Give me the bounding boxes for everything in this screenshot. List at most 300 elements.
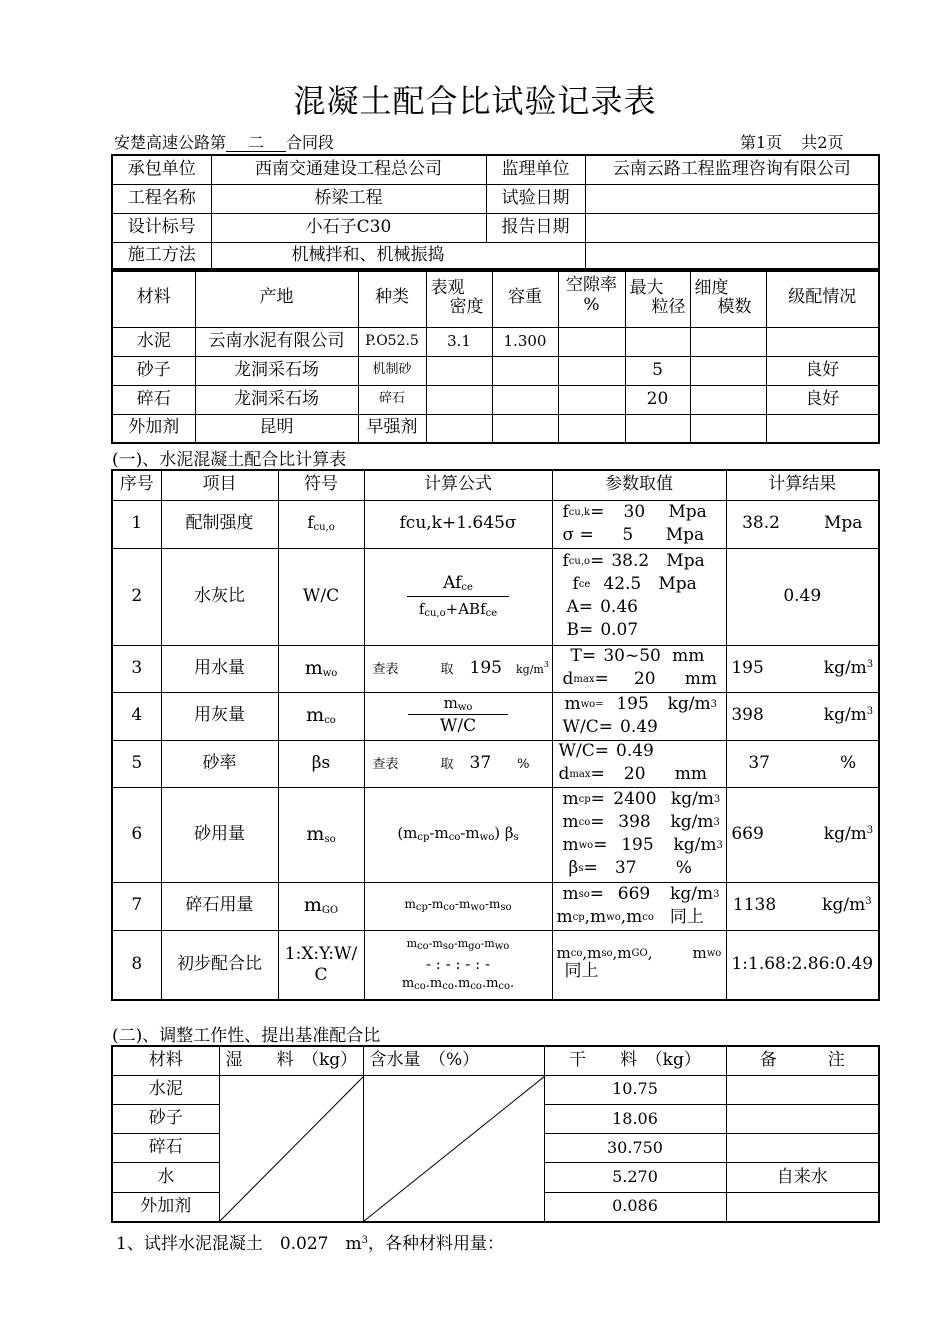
p: f	[572, 574, 579, 595]
cell	[492, 414, 558, 443]
sym-sub: wo	[322, 667, 338, 679]
cell: 1:1.68:2.86:0.49	[726, 930, 879, 1000]
result: 195	[731, 657, 764, 678]
fraction	[407, 574, 509, 619]
p: 42.5	[603, 574, 642, 595]
p: 0.49	[620, 716, 658, 737]
cell	[558, 356, 625, 385]
sym: 1:X:Y:W/C	[284, 944, 358, 985]
p: =	[583, 858, 598, 879]
p: ,m	[582, 944, 602, 963]
cell	[552, 645, 726, 692]
cell	[558, 414, 625, 443]
p: 3	[713, 888, 720, 900]
cell	[726, 1104, 879, 1133]
calc-table	[111, 469, 880, 1001]
cell: 碎石用量	[161, 882, 278, 930]
p: =	[590, 812, 605, 833]
p: 30~50	[603, 646, 661, 667]
cell	[426, 414, 492, 443]
table-row	[112, 930, 879, 1000]
sym: m	[306, 704, 325, 727]
cell: 砂子	[112, 1104, 219, 1133]
p: wo	[578, 840, 594, 852]
f: co	[448, 832, 461, 844]
contractor-value: 西南交通建设工程总公司	[211, 155, 486, 184]
cell: 1	[112, 500, 161, 548]
section1-title: (一)、水泥混凝土配合比计算表	[112, 450, 347, 470]
num: m	[443, 693, 458, 712]
p: f	[562, 551, 569, 572]
p: co	[578, 817, 591, 829]
cell	[726, 882, 879, 930]
cell: 6	[112, 787, 161, 882]
cell: 3.1	[426, 327, 492, 356]
f: kg/m	[515, 662, 544, 676]
p: W/C=	[562, 716, 613, 737]
sym-sub: GO	[321, 905, 339, 917]
p: cp	[578, 794, 591, 806]
result-unit: 3	[865, 896, 872, 908]
p: Mpa	[666, 551, 705, 572]
p: kg/m	[667, 693, 711, 714]
result: 37	[748, 752, 770, 773]
calc-header-result: 计算结果	[726, 470, 879, 500]
cell	[364, 548, 552, 645]
mat-header-unit-weight: 容重	[492, 269, 558, 327]
mat-header-density	[426, 269, 492, 327]
cell: 初步配合比	[161, 930, 278, 1000]
diagonal-line	[220, 1076, 364, 1221]
cell: 外加剂	[112, 414, 195, 443]
contractor-label: 承包单位	[112, 155, 211, 184]
section-number: 二	[226, 135, 286, 152]
p: ce	[578, 579, 591, 591]
p: 20	[623, 764, 646, 785]
p: m	[564, 693, 581, 714]
diagonal-line	[364, 1076, 545, 1221]
adjust-table	[111, 1045, 880, 1223]
p: 3	[713, 817, 720, 829]
p: 20	[633, 669, 656, 690]
method-empty	[585, 242, 879, 271]
result: 1138	[732, 895, 777, 916]
cell	[552, 882, 726, 930]
cell	[690, 385, 766, 414]
adj-header-remark: 备 注	[726, 1046, 879, 1075]
cell: 2	[112, 548, 161, 645]
footer-sup: 3	[361, 1235, 368, 1246]
cell: 用灰量	[161, 692, 278, 740]
cell: 良好	[766, 385, 879, 414]
adj-header-dry: 干 料 （kg）	[544, 1046, 726, 1075]
den: +ABf	[445, 599, 486, 618]
cell: 碎石	[112, 385, 195, 414]
cell: 18.06	[544, 1104, 726, 1133]
cell: 0.086	[544, 1192, 726, 1221]
p: W/C=	[558, 741, 609, 762]
p: mm	[684, 669, 717, 690]
f: 195	[469, 657, 502, 678]
f: 查表	[372, 756, 399, 772]
table-row	[112, 1075, 879, 1104]
info-table	[111, 154, 880, 272]
cell	[492, 385, 558, 414]
p: 398	[618, 812, 651, 833]
cell	[558, 327, 625, 356]
p: co	[570, 948, 583, 960]
f: wo	[479, 832, 495, 844]
cell: 龙洞采石场	[195, 356, 358, 385]
project-label: 安楚高速公路第	[114, 133, 227, 152]
p: ,	[647, 944, 653, 963]
f: 3	[543, 659, 549, 669]
p: 0.49	[616, 741, 654, 762]
cell: 20	[625, 385, 690, 414]
cell	[625, 414, 690, 443]
mat-header-type: 种类	[358, 269, 426, 327]
p: co	[642, 911, 654, 923]
maxsize-line1: 最大	[629, 277, 664, 298]
cell	[278, 645, 364, 692]
fineness-line1: 细度	[694, 277, 729, 298]
cell: 碎石	[112, 1134, 219, 1163]
p: 30	[623, 501, 646, 522]
cell	[552, 787, 726, 882]
cell: 用水量	[161, 645, 278, 692]
density-line1: 表观	[430, 277, 465, 298]
p: =	[593, 835, 608, 856]
f: -m	[460, 824, 480, 843]
p: ,m	[612, 944, 632, 963]
table-row	[112, 692, 879, 740]
cell	[766, 327, 879, 356]
result-unit: kg/m	[823, 705, 867, 726]
cell: W/C	[278, 548, 364, 645]
f: 取	[440, 661, 454, 677]
cell	[426, 356, 492, 385]
result-unit: 3	[866, 706, 874, 718]
f: cp	[417, 832, 430, 844]
project-name-value: 桥梁工程	[211, 184, 486, 213]
sym: m	[306, 822, 325, 845]
cell	[492, 356, 558, 385]
moisture-diagonal	[363, 1075, 544, 1222]
p: ,m	[584, 906, 607, 927]
sym: f	[307, 513, 314, 534]
cell: 良好	[766, 356, 879, 385]
p: m	[562, 789, 579, 810]
supervisor-value: 云南云路工程监理咨询有限公司	[585, 155, 879, 184]
p: ,m	[620, 906, 643, 927]
void-line2: %	[583, 294, 600, 315]
cell: fcu,k+1.645σ	[364, 500, 552, 548]
p: kg/m	[673, 835, 717, 856]
den: W/C	[439, 716, 477, 737]
cell: 7	[112, 882, 161, 930]
page-number: 第1页	[740, 133, 783, 152]
p: m	[562, 812, 579, 833]
p: =	[590, 764, 605, 785]
cell: 水灰比	[161, 548, 278, 645]
p: 0.07	[600, 620, 639, 641]
mat-header-max-size	[625, 269, 690, 327]
page-indicator	[740, 130, 843, 153]
cell: 水泥	[112, 1075, 219, 1104]
cell: 砂子	[112, 356, 195, 385]
p: Mpa	[665, 524, 705, 545]
cell	[364, 740, 552, 787]
cell	[690, 414, 766, 443]
cell	[726, 500, 879, 548]
p: 195	[621, 835, 654, 856]
table-row	[112, 327, 879, 356]
p: 195	[616, 693, 649, 714]
p: cu,k	[568, 506, 591, 518]
p: %	[675, 858, 692, 879]
footer-note	[116, 1229, 504, 1254]
p: A=	[566, 597, 594, 618]
p: B=	[566, 620, 594, 641]
mat-header-void	[558, 269, 625, 327]
cell	[278, 787, 364, 882]
f: 查表	[372, 661, 399, 677]
p: 37	[614, 858, 637, 879]
cell	[726, 740, 879, 787]
den: cu,o	[424, 607, 446, 619]
table-row	[112, 414, 879, 443]
p: wo	[706, 948, 722, 960]
footer-tail: ，各种材料用量：	[367, 1234, 504, 1254]
cell	[364, 692, 552, 740]
result-unit: 3	[866, 658, 874, 670]
p: d	[558, 764, 570, 785]
cell	[364, 645, 552, 692]
den: ce	[485, 607, 498, 619]
cell	[278, 692, 364, 740]
cell: 0.49	[726, 548, 879, 645]
p: 0.46	[600, 597, 638, 618]
result-unit: kg/m	[823, 657, 867, 678]
p: 3	[716, 840, 723, 852]
num-sub: ce	[461, 581, 473, 593]
table-row	[112, 356, 879, 385]
maxsize-line2: 粒径	[651, 297, 686, 318]
cell	[726, 692, 879, 740]
mat-header-material: 材料	[112, 269, 195, 327]
p: so	[601, 948, 613, 960]
cell: 3	[112, 645, 161, 692]
p: =	[590, 501, 605, 522]
test-date-label: 试验日期	[486, 184, 585, 213]
design-label: 设计标号	[112, 213, 211, 242]
p: =	[594, 669, 609, 690]
supervisor-label: 监理单位	[486, 155, 585, 184]
p: kg/m	[670, 789, 714, 810]
calc-header-symbol: 符号	[278, 470, 364, 500]
design-value: 小石子C30	[211, 213, 486, 242]
sym-sub: cu,o	[313, 522, 335, 534]
table-row	[112, 882, 879, 930]
cell: 8	[112, 930, 161, 1000]
p: m	[556, 906, 573, 927]
result: 38.2	[742, 513, 780, 534]
p: cp	[572, 911, 585, 923]
cell: 水	[112, 1163, 219, 1192]
cell: 5	[112, 740, 161, 787]
table-row	[112, 385, 879, 414]
test-date-value	[585, 184, 879, 213]
p: mm	[672, 646, 705, 667]
p: Mpa	[658, 574, 697, 595]
p: 3	[710, 698, 717, 710]
cell: $m_{co}-m_{so}-m_{go}-m_{wo}$ - : - : - : - $m_{co}.m_{co}.m_{co}.m_{co}$.	[364, 930, 552, 1000]
p: max	[569, 769, 591, 781]
sym: m	[304, 656, 323, 679]
cell	[726, 1075, 879, 1104]
cell	[552, 930, 726, 1000]
cell: 砂用量	[161, 787, 278, 882]
p: wo=	[580, 698, 604, 710]
result: 669	[731, 823, 764, 844]
p: GO	[631, 948, 648, 960]
cell	[690, 327, 766, 356]
project-name-label: 工程名称	[112, 184, 211, 213]
cell: 水泥	[112, 327, 195, 356]
f: s	[513, 832, 519, 844]
cell: 5	[625, 356, 690, 385]
result-unit: kg/m	[822, 895, 866, 916]
f: 37	[469, 752, 492, 773]
adj-header-moisture: 含水量 （%）	[363, 1046, 544, 1075]
wet-diagonal	[219, 1075, 363, 1222]
page-title: 混凝土配合比试验记录表	[293, 82, 657, 120]
calc-header-params: 参数取值	[552, 470, 726, 500]
cell	[552, 500, 726, 548]
num: Af	[443, 572, 462, 593]
table-row	[112, 740, 879, 787]
cell	[278, 882, 364, 930]
calc-header-item: 项目	[161, 470, 278, 500]
cell	[625, 327, 690, 356]
p: =	[590, 789, 605, 810]
table-row	[112, 500, 879, 548]
cell: 10.75	[544, 1075, 726, 1104]
cell	[552, 548, 726, 645]
p: 669	[617, 883, 651, 904]
cell	[726, 1192, 879, 1221]
cell: 云南水泥有限公司	[195, 327, 358, 356]
f: %	[517, 756, 530, 772]
cell: 龙洞采石场	[195, 385, 358, 414]
p: m	[692, 944, 707, 963]
p: m	[562, 883, 579, 904]
p: =	[589, 883, 605, 904]
cell	[766, 414, 879, 443]
p: d	[562, 669, 574, 690]
den: f	[418, 599, 425, 618]
cell	[364, 787, 552, 882]
cell	[726, 645, 879, 692]
p: cu,o	[568, 556, 591, 568]
cell: 早强剂	[358, 414, 426, 443]
cell	[426, 385, 492, 414]
cell: 1.300	[492, 327, 558, 356]
p: m	[556, 944, 571, 963]
mat-header-fineness	[690, 269, 766, 327]
cell	[558, 385, 625, 414]
mat-header-grading: 级配情况	[766, 269, 879, 327]
cell: βs	[278, 740, 364, 787]
result: 398	[731, 705, 764, 726]
footer-text: 1、试拌水泥混凝土 0.027 m	[116, 1234, 362, 1254]
report-date-label: 报告日期	[486, 213, 585, 242]
p: m	[562, 835, 579, 856]
cell	[690, 356, 766, 385]
p: kg/m	[670, 812, 714, 833]
cell	[552, 740, 726, 787]
cell	[278, 500, 364, 548]
p: β	[568, 858, 579, 879]
cell: 配制强度	[161, 500, 278, 548]
result-unit: %	[839, 752, 857, 773]
cell: 砂率	[161, 740, 278, 787]
page-total: 共2页	[801, 133, 844, 152]
cell: 昆明	[195, 414, 358, 443]
p: f	[562, 501, 569, 522]
method-label: 施工方法	[112, 242, 211, 271]
p: 5	[622, 524, 634, 545]
p: wo	[606, 911, 621, 923]
section2-title: (二)、调整工作性、提出基准配合比	[112, 1026, 381, 1046]
f: -m	[429, 824, 449, 843]
p: 同上	[564, 960, 599, 981]
result-unit: kg/m	[823, 823, 867, 844]
p: T=	[570, 646, 597, 667]
contract-label: 合同段	[286, 133, 335, 152]
void-line1: 空隙率	[566, 275, 617, 295]
calc-header-no: 序号	[112, 470, 161, 500]
adj-header-wet: 湿 料 （kg）	[219, 1046, 363, 1075]
result-unit: 3	[866, 824, 874, 836]
p: mm	[674, 764, 707, 785]
p: σ =	[562, 524, 594, 545]
cell: 外加剂	[112, 1192, 219, 1221]
num-sub: wo	[457, 701, 473, 713]
p: 2400	[613, 789, 657, 810]
cell	[278, 930, 364, 1000]
cell: 4	[112, 692, 161, 740]
p: max	[573, 674, 595, 686]
cell	[552, 692, 726, 740]
cell: 30.750	[544, 1134, 726, 1163]
f: ) β	[494, 824, 514, 843]
adj-header-material: 材料	[112, 1046, 219, 1075]
table-row	[112, 787, 879, 882]
p: s	[578, 863, 584, 875]
p: kg/m	[670, 883, 714, 904]
calc-header-formula: 计算公式	[364, 470, 552, 500]
report-date-value	[585, 213, 879, 242]
cell	[726, 787, 879, 882]
cell: 自来水	[726, 1163, 879, 1192]
f: (m	[397, 824, 418, 843]
result-unit: Mpa	[823, 513, 863, 534]
cell: P.O52.5	[358, 327, 426, 356]
table-row	[112, 548, 879, 645]
method-text: 机械拌和、机械振捣	[291, 245, 445, 266]
sym-sub: co	[324, 715, 336, 727]
